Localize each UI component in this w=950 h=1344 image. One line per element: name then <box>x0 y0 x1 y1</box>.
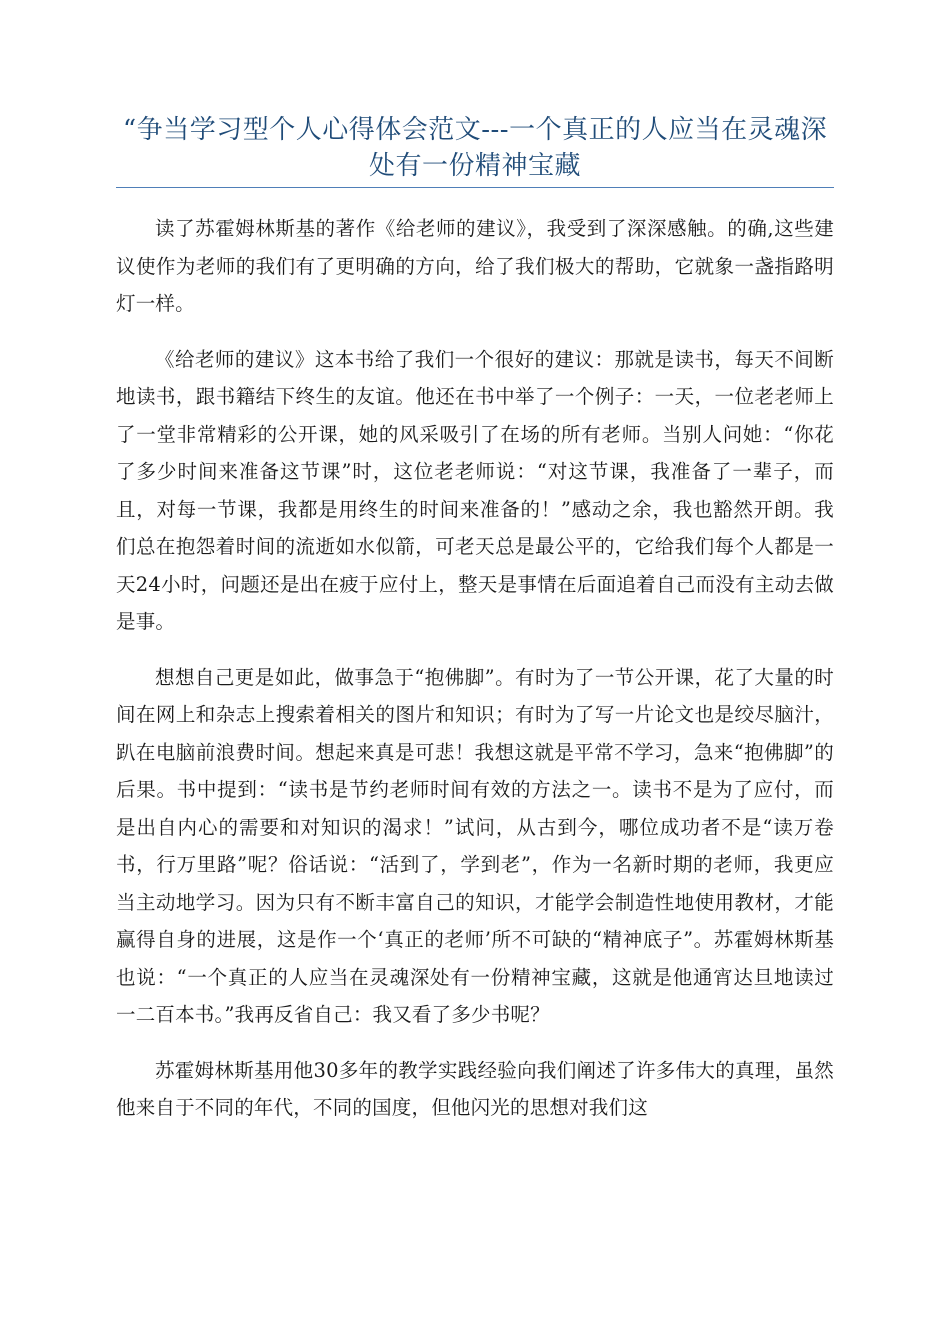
paragraph-4: 苏霍姆林斯基用他30多年的教学实践经验向我们阐述了许多伟大的真理，虽然他来自于不同的年代，不同的国度，但他闪光的思想对我们这 <box>116 1058 834 1119</box>
title-underline <box>116 187 834 188</box>
paragraph-3: 想想自己更是如此，做事急于“抱佛脚”。有时为了一节公开课，花了大量的时间在网上和杂志上搜索着相关的图片和知识；有时为了写一片论文也是绞尽脑汁，趴在电脑前浪费时间。想起来真是可悲！我想这就是平常不学习，急来“抱佛脚”的后果。书中提到：“读书是节约老师时间有效的方法之一。读书不是为了应付，而是出自内心的需要和对知识的渴求！”试问，从古到今，哪位成功者不是“读万卷书，行万里路”呢？俗话说：“活到了，学到老”，作为一名新时期的老师，我更应当主动地学习。因为只有不断丰富自己的知识，才能学会制造性地使用教材，才能赢得自身的进展，这是作一个‘真正的老师’所不可缺的“精神底子”。苏霍姆林斯基也说：“一个真正的人应当在灵魂深处有一份精神宝藏，这就是他通宵达旦地读过一二百本书。”我再反省自己：我又看了多少书呢？ <box>116 665 834 1026</box>
paragraph-1: 读了苏霍姆林斯基的著作《给老师的建议》，我受到了深深感触。的确,这些建议使作为老师的我们有了更明确的方向，给了我们极大的帮助，它就象一盏指路明灯一样。 <box>116 217 834 315</box>
document-title: “争当学习型个人心得体会范文---一个真正的人应当在灵魂深处有一份精神宝藏 <box>122 115 828 181</box>
paragraph-2: 《给老师的建议》这本书给了我们一个很好的建议：那就是读书，每天不间断地读书，跟书籍结下终生的友谊。他还在书中举了一个例子：一天，一位老老师上了一堂非常精彩的公开课，她的风采吸引了在场的所有老师。当别人问她：“你花了多少时间来准备这节课”时，这位老老师说：“对这节课，我准备了一辈子，而且，对每一节课，我都是用终生的时间来准备的！”感动之余，我也豁然开朗。我们总在抱怨着时间的流逝如水似箭，可老天总是最公平的，它给我们每个人都是一天24小时，问题还是出在疲于应付上，整天是事情在后面追着自己而没有主动去做是事。 <box>116 347 834 633</box>
document-body <box>116 210 834 1127</box>
